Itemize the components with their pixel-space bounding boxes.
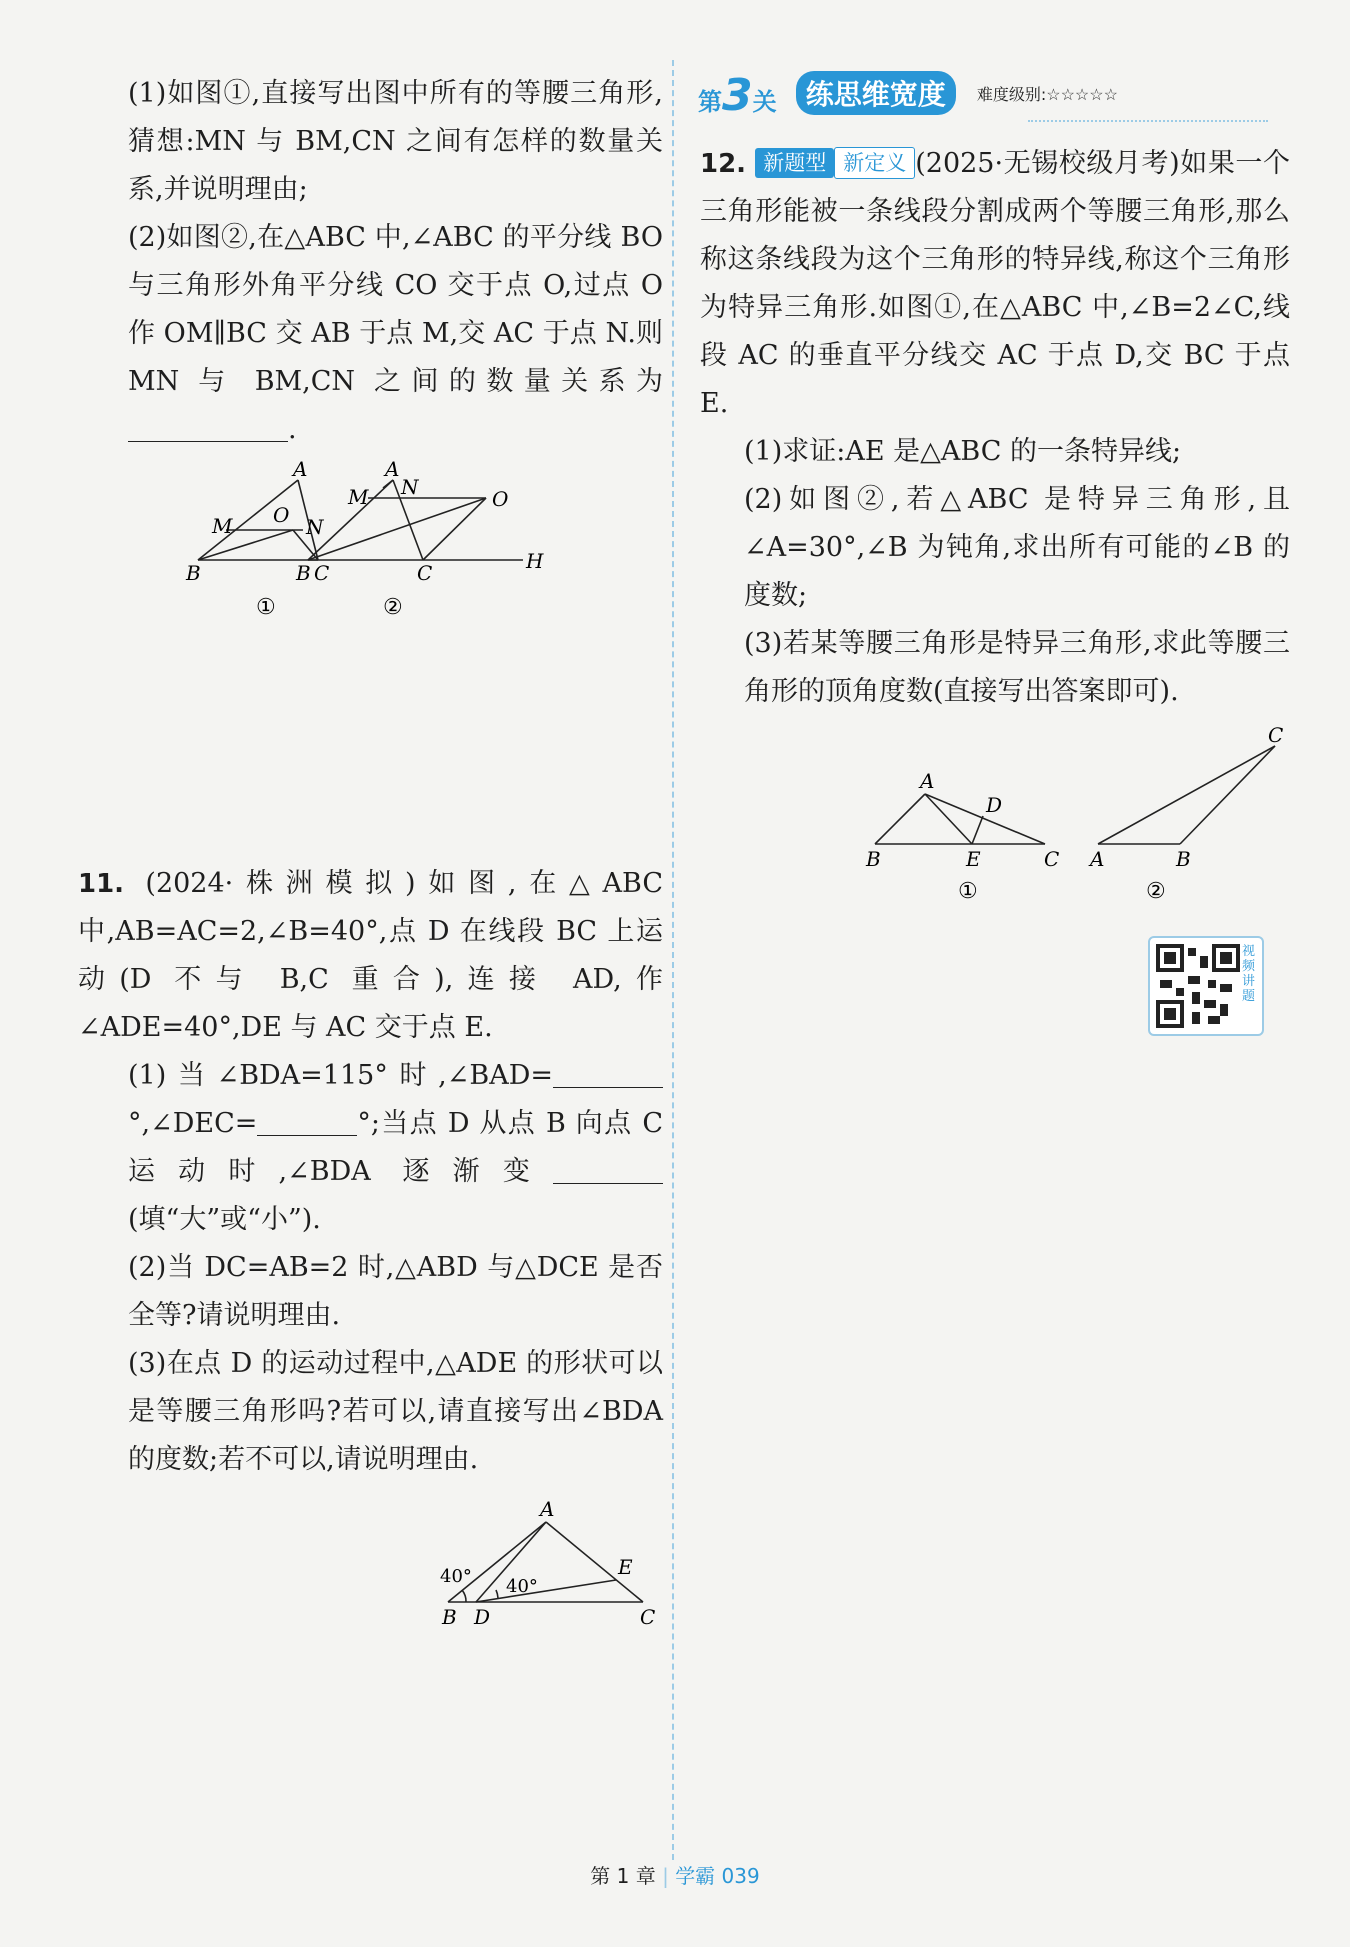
q12-part3: (3)若某等腰三角形是特异三角形,求此等腰三角形的顶角度数(直接写出答案即可). <box>744 628 1290 707</box>
q11-blank-bad[interactable] <box>553 1057 663 1088</box>
q10-f1-label-C: C <box>314 561 330 585</box>
q11-figure <box>128 1494 663 1634</box>
q12-tag-new-definition: 新定义 <box>834 147 915 179</box>
q11-part1 <box>128 1052 663 1244</box>
q11-part1-a: (1)当∠BDA=115°时,∠BAD= <box>128 1060 553 1091</box>
q10-fig2-caption: ② <box>383 595 403 620</box>
q12-f1-label-D: D <box>986 793 1003 817</box>
q11-intro-text: (2024·株洲模拟)如图,在△ABC 中,AB=AC=2,∠B=40°,点 D 在线段 BC 上运动(D 不与 B,C 重合),连接 AD,作∠ADE=40°,DE 与 AC 交于点 E. <box>78 868 663 1043</box>
q11-blank-dec[interactable] <box>257 1105 357 1136</box>
qr-code-box[interactable] <box>1148 936 1264 1036</box>
q11-part3: (3)在点 D 的运动过程中,△ADE 的形状可以是等腰三角形吗?若可以,请直接写出∠BDA 的度数;若不可以,请说明理由. <box>128 1348 663 1475</box>
q12-f1-label-E: E <box>966 847 981 871</box>
q11-label-E: E <box>618 1555 633 1579</box>
q12-fig2-caption: ② <box>1146 879 1166 904</box>
q10-f1-label-A: A <box>293 457 308 481</box>
q10-part1: (1)如图①,直接写出图中所有的等腰三角形,猜想:MN 与 BM,CN 之间有怎样的数量关系,并说明理由; <box>128 78 663 205</box>
q11-part1-d: (填“大”或“小”). <box>128 1204 321 1235</box>
section-title: 练思维宽度 <box>796 71 956 115</box>
level-number: 3 <box>722 70 753 121</box>
q11-blank-trend[interactable] <box>553 1153 663 1184</box>
difficulty-label: 难度级别: <box>976 85 1047 104</box>
q11-angle-B: 40° <box>440 1566 472 1587</box>
q12-intro <box>700 140 1290 428</box>
q12-fig1-caption: ① <box>958 879 978 904</box>
difficulty-stars: ☆☆☆☆☆ <box>1046 85 1118 104</box>
q10-f1-label-B: B <box>186 561 201 585</box>
q10-f2-label-A: A <box>385 457 400 481</box>
left-column <box>78 70 663 1634</box>
q12-f2-label-B: B <box>1176 847 1191 871</box>
q11-number: 11. <box>78 869 125 899</box>
q10-f2-label-C: C <box>417 561 433 585</box>
qr-code-icon <box>1156 944 1240 1028</box>
q11-part1-b: °,∠DEC= <box>128 1108 258 1139</box>
q11-label-A: A <box>540 1497 555 1521</box>
q11-label-C: C <box>640 1605 656 1629</box>
level-prefix: 第 <box>698 88 722 116</box>
q10-part2-end: . <box>288 414 297 445</box>
q12-f1-label-B: B <box>866 847 881 871</box>
footer-page-number: 039 <box>721 1864 760 1888</box>
q10-f2-label-N: N <box>401 475 419 499</box>
header-underline <box>1028 120 1268 122</box>
q10-f1-label-O: O <box>273 503 290 527</box>
q12-f2-label-A: A <box>1090 847 1105 871</box>
q12-part2: (2)如图②,若△ABC 是特异三角形,且∠A=30°,∠B 为钝角,求出所有可能的∠B 的度数; <box>744 484 1290 611</box>
q11-part2: (2)当 DC=AB=2 时,△ABD 与△DCE 是否全等?请说明理由. <box>128 1252 663 1331</box>
q11-figure-lines <box>448 1522 643 1602</box>
q12-f1-label-A: A <box>920 769 935 793</box>
q11-angle-D: 40° <box>506 1576 538 1597</box>
footer-brand: 学霸 <box>675 1864 716 1888</box>
q10-part2 <box>128 214 663 454</box>
q10-fig1-caption: ① <box>256 595 276 620</box>
q12-f2-label-C: C <box>1268 723 1284 747</box>
q10-f1-label-M: M <box>212 514 233 538</box>
q12-tag-new-type: 新题型 <box>755 148 834 178</box>
right-column <box>700 70 1290 1016</box>
q10-f2-label-B: B <box>296 561 311 585</box>
q12-figure-1 <box>875 794 1045 844</box>
q11-label-B: B <box>442 1605 457 1629</box>
footer-chapter: 第 1 章 <box>590 1864 656 1888</box>
q10-figures <box>128 457 663 650</box>
qr-caption: 视频讲题 <box>1242 944 1256 1004</box>
section-header <box>698 70 1290 130</box>
q10-f2-label-M: M <box>348 485 369 509</box>
q12-f1-label-C: C <box>1044 847 1060 871</box>
q11-intro <box>78 860 663 1052</box>
q10-part2-text: (2)如图②,在△ABC 中,∠ABC 的平分线 BO 与三角形外角平分线 CO 交于点 O,过点 O 作 OM∥BC 交 AB 于点 M,交 AC 于点 N.则 MN 与 BM,CN 之间的数量关系为 <box>128 222 663 397</box>
q10-f1-label-N: N <box>306 515 324 539</box>
page-footer: 第 1 章 | 学霸 039 <box>590 1864 760 1888</box>
q12-figures <box>700 723 1290 916</box>
q10-f2-label-H: H <box>526 549 544 573</box>
q12-part1: (1)求证:AE 是△ABC 的一条特异线; <box>744 436 1182 467</box>
q12-intro-text: (2025·无锡校级月考)如果一个三角形能被一条线段分割成两个等腰三角形,那么称这条线段为这个三角形的特异线,称这个三角形为特异三角形.如图①,在△ABC 中,∠B=2∠C,线段 AC 的垂直平分线交 AC 于点 D,交 BC 于点 E. <box>700 148 1290 419</box>
q12-figure-2 <box>1098 746 1275 844</box>
q10-answer-blank[interactable] <box>128 411 288 442</box>
q10-f2-label-O: O <box>492 487 509 511</box>
column-divider <box>672 60 674 1860</box>
q12-number: 12. <box>700 149 747 179</box>
spacer <box>128 650 663 860</box>
q11-part1-c: °;当点 D 从点 B 向点 C 运动时,∠BDA 逐渐变 <box>128 1108 663 1187</box>
q11-label-D: D <box>474 1605 491 1629</box>
level-suffix: 关 <box>752 88 777 116</box>
